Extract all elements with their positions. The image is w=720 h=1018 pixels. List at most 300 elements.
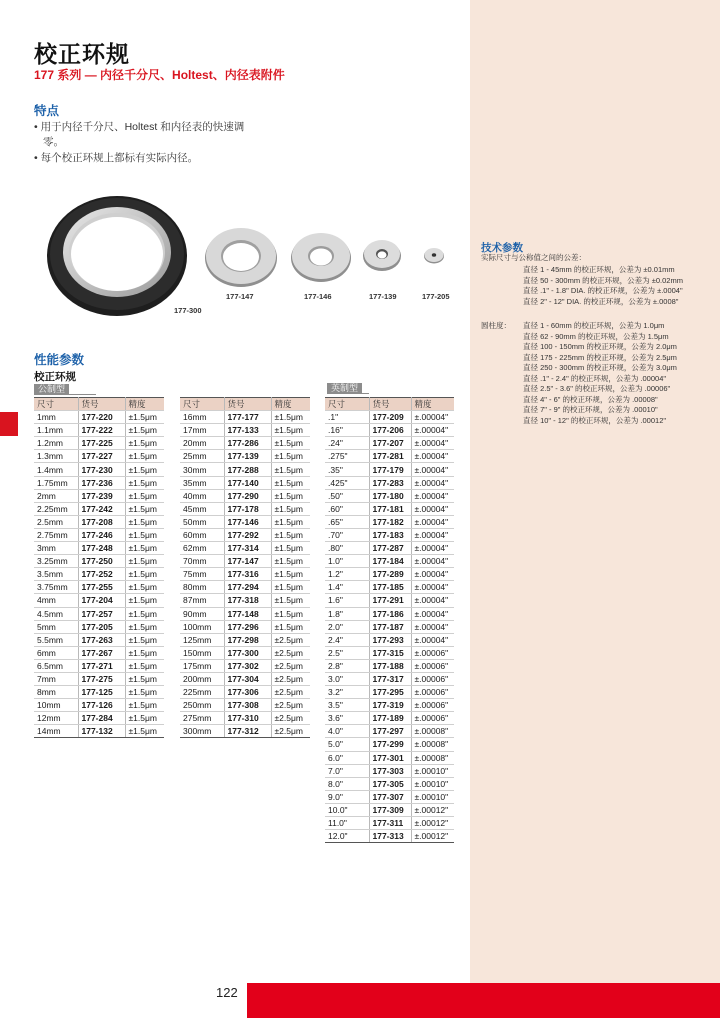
features-heading: 特点	[34, 104, 60, 118]
size-cell: 20mm	[180, 437, 224, 450]
part-number-cell: 177-303	[369, 764, 411, 777]
size-cell: 1.0"	[325, 555, 369, 568]
technical-heading: 技术参数	[481, 242, 523, 254]
accuracy-cell: ±.00004"	[411, 568, 454, 581]
image-label: 177-146	[304, 292, 332, 301]
part-number-cell: 177-293	[369, 633, 411, 646]
size-cell: 2.5mm	[34, 515, 78, 528]
part-number-cell: 177-298	[224, 633, 271, 646]
part-number-cell: 177-290	[224, 489, 271, 502]
size-cell: 87mm	[180, 594, 224, 607]
part-number-cell: 177-271	[78, 659, 125, 672]
size-cell: 6mm	[34, 646, 78, 659]
part-number-cell: 177-242	[78, 502, 125, 515]
accuracy-cell: ±.00004"	[411, 620, 454, 633]
accuracy-cell: ±.00010"	[411, 777, 454, 790]
size-cell: .16"	[325, 424, 369, 437]
size-cell: 70mm	[180, 555, 224, 568]
tolerance-line: 直径 50 - 300mm 的校正环规，公差为 ±0.02mm	[523, 275, 683, 285]
part-number-cell: 177-284	[78, 712, 125, 725]
accuracy-cell: ±2.5μm	[271, 686, 310, 699]
table-row	[325, 830, 454, 843]
table-row	[180, 437, 310, 450]
table-row	[325, 764, 454, 777]
part-number-cell: 177-222	[78, 424, 125, 437]
part-number-cell: 177-204	[78, 594, 125, 607]
table-row	[34, 437, 164, 450]
size-cell: 3.0"	[325, 672, 369, 685]
accuracy-cell: ±.00004"	[411, 476, 454, 489]
size-cell: 250mm	[180, 699, 224, 712]
accuracy-cell: ±1.5μm	[271, 555, 310, 568]
accuracy-cell: ±1.5μm	[271, 620, 310, 633]
part-number-cell: 177-126	[78, 699, 125, 712]
part-number-cell: 177-300	[224, 646, 271, 659]
table-row	[34, 502, 164, 515]
part-number-cell: 177-314	[224, 542, 271, 555]
accuracy-cell: ±1.5μm	[125, 489, 164, 502]
table-row	[180, 633, 310, 646]
size-cell: .275"	[325, 450, 369, 463]
part-number-cell: 177-184	[369, 555, 411, 568]
ring-gauge-small-image	[423, 246, 445, 264]
accuracy-cell: ±.00006"	[411, 672, 454, 685]
accuracy-cell: ±1.5μm	[125, 699, 164, 712]
accuracy-cell: ±.00010"	[411, 790, 454, 803]
part-number-cell: 177-305	[369, 777, 411, 790]
table-row	[325, 712, 454, 725]
column-header: 尺寸	[325, 398, 369, 411]
part-number-cell: 177-275	[78, 672, 125, 685]
size-cell: .70"	[325, 528, 369, 541]
chapter-tab-marker	[0, 412, 18, 436]
roundness-line: 直径 .1" - 2.4" 的校正环规，公差为 .00004"	[523, 373, 667, 383]
accuracy-cell: ±1.5μm	[125, 502, 164, 515]
roundness-line: 直径 4" - 6" 的校正环规，公差为 .00008"	[523, 394, 658, 404]
part-number-cell: 177-319	[369, 699, 411, 712]
table-row	[34, 515, 164, 528]
size-cell: 2.25mm	[34, 502, 78, 515]
part-number-cell: 177-125	[78, 686, 125, 699]
right-sidebar-panel	[470, 0, 720, 985]
part-number-cell: 177-139	[224, 450, 271, 463]
part-number-cell: 177-313	[369, 830, 411, 843]
part-number-cell: 177-181	[369, 502, 411, 515]
size-cell: 10mm	[34, 699, 78, 712]
table-row	[325, 620, 454, 633]
accuracy-cell: ±1.5μm	[271, 502, 310, 515]
part-number-cell: 177-306	[224, 686, 271, 699]
part-number-cell: 177-310	[224, 712, 271, 725]
accuracy-cell: ±1.5μm	[125, 686, 164, 699]
table-row	[34, 686, 164, 699]
table-row	[180, 528, 310, 541]
table-row	[34, 476, 164, 489]
table-row	[180, 476, 310, 489]
accuracy-cell: ±2.5μm	[271, 633, 310, 646]
size-cell: 1.4mm	[34, 463, 78, 476]
size-cell: .1"	[325, 411, 369, 424]
table-row	[325, 686, 454, 699]
size-cell: 175mm	[180, 659, 224, 672]
accuracy-cell: ±.00006"	[411, 659, 454, 672]
accuracy-cell: ±.00012"	[411, 803, 454, 816]
table-row	[325, 450, 454, 463]
table-row	[34, 568, 164, 581]
accuracy-cell: ±2.5μm	[271, 712, 310, 725]
ring-gauge-image	[290, 230, 352, 284]
accuracy-cell: ±1.5μm	[125, 542, 164, 555]
accuracy-cell: ±.00004"	[411, 515, 454, 528]
part-number-cell: 177-292	[224, 528, 271, 541]
size-cell: 200mm	[180, 672, 224, 685]
accuracy-cell: ±.00004"	[411, 555, 454, 568]
size-cell: 80mm	[180, 581, 224, 594]
accuracy-cell: ±2.5μm	[271, 672, 310, 685]
tolerance-line: 直径 2" - 12" DIA. 的校正环规，公差为 ±.0008"	[523, 296, 679, 306]
accuracy-cell: ±2.5μm	[271, 699, 310, 712]
accuracy-cell: ±1.5μm	[271, 411, 310, 424]
table-row	[325, 411, 454, 424]
part-number-cell: 177-252	[78, 568, 125, 581]
inch-table	[325, 397, 454, 843]
inch-tag-underline	[327, 393, 369, 394]
roundness-line: 直径 2.5" - 3.6" 的校正环规，公差为 .00006"	[523, 384, 671, 393]
size-cell: 100mm	[180, 620, 224, 633]
table-row	[34, 633, 164, 646]
column-header: 货号	[224, 398, 271, 411]
accuracy-cell: ±1.5μm	[271, 489, 310, 502]
size-cell: 2.5"	[325, 646, 369, 659]
size-cell: 1.2mm	[34, 437, 78, 450]
tolerance-list	[523, 265, 683, 307]
size-cell: .35"	[325, 463, 369, 476]
size-cell: 90mm	[180, 607, 224, 620]
accuracy-cell: ±1.5μm	[271, 568, 310, 581]
page-number: 122	[216, 985, 238, 1000]
accuracy-cell: ±.00006"	[411, 686, 454, 699]
size-cell: .60"	[325, 502, 369, 515]
size-cell: 40mm	[180, 489, 224, 502]
part-number-cell: 177-178	[224, 502, 271, 515]
size-cell: 5.0"	[325, 738, 369, 751]
size-cell: 5mm	[34, 620, 78, 633]
part-number-cell: 177-187	[369, 620, 411, 633]
part-number-cell: 177-248	[78, 542, 125, 555]
part-number-cell: 177-239	[78, 489, 125, 502]
tolerance-intro: 实际尺寸与公称值之间的公差：	[481, 253, 586, 262]
size-cell: 125mm	[180, 633, 224, 646]
size-cell: 150mm	[180, 646, 224, 659]
table-row	[180, 712, 310, 725]
roundness-line: 直径 62 - 90mm 的校正环规，公差为 1.5μm	[523, 331, 669, 341]
table-row	[180, 463, 310, 476]
size-cell: 2.0"	[325, 620, 369, 633]
roundness-list	[523, 321, 677, 426]
part-number-cell: 177-312	[224, 725, 271, 738]
table-row	[325, 633, 454, 646]
size-cell: 1.2"	[325, 568, 369, 581]
part-number-cell: 177-297	[369, 725, 411, 738]
part-number-cell: 177-304	[224, 672, 271, 685]
part-number-cell: 177-255	[78, 581, 125, 594]
part-number-cell: 177-205	[78, 620, 125, 633]
table-row	[180, 659, 310, 672]
part-number-cell: 177-140	[224, 476, 271, 489]
size-cell: 4mm	[34, 594, 78, 607]
size-cell: 4.0"	[325, 725, 369, 738]
part-number-cell: 177-147	[224, 555, 271, 568]
size-cell: 7.0"	[325, 764, 369, 777]
column-header: 精度	[411, 398, 454, 411]
accuracy-cell: ±.00012"	[411, 830, 454, 843]
table-row	[325, 463, 454, 476]
accuracy-cell: ±1.5μm	[271, 450, 310, 463]
size-cell: 225mm	[180, 686, 224, 699]
size-cell: 1.6"	[325, 594, 369, 607]
accuracy-cell: ±1.5μm	[125, 437, 164, 450]
accuracy-cell: ±.00004"	[411, 502, 454, 515]
part-number-cell: 177-283	[369, 476, 411, 489]
size-cell: 16mm	[180, 411, 224, 424]
accuracy-cell: ±.00010"	[411, 764, 454, 777]
column-header: 尺寸	[180, 398, 224, 411]
part-number-cell: 177-301	[369, 751, 411, 764]
image-label: 177-139	[369, 292, 397, 301]
size-cell: 6.0"	[325, 751, 369, 764]
table-row	[180, 672, 310, 685]
table-row	[34, 424, 164, 437]
table-row	[325, 489, 454, 502]
part-number-cell: 177-263	[78, 633, 125, 646]
part-number-cell: 177-257	[78, 607, 125, 620]
part-number-cell: 177-316	[224, 568, 271, 581]
size-cell: 7mm	[34, 672, 78, 685]
table-row	[180, 686, 310, 699]
accuracy-cell: ±1.5μm	[125, 581, 164, 594]
table-row	[180, 568, 310, 581]
size-cell: 8.0"	[325, 777, 369, 790]
roundness-label: 圆柱度：	[481, 321, 511, 330]
accuracy-cell: ±2.5μm	[271, 725, 310, 738]
table-row	[34, 555, 164, 568]
size-cell: 45mm	[180, 502, 224, 515]
size-cell: 75mm	[180, 568, 224, 581]
part-number-cell: 177-146	[224, 515, 271, 528]
accuracy-cell: ±1.5μm	[125, 568, 164, 581]
size-cell: 50mm	[180, 515, 224, 528]
size-cell: .80"	[325, 542, 369, 555]
part-number-cell: 177-236	[78, 476, 125, 489]
table-row	[325, 699, 454, 712]
size-cell: 1.1mm	[34, 424, 78, 437]
part-number-cell: 177-294	[224, 581, 271, 594]
table-row	[325, 672, 454, 685]
size-cell: 1.4"	[325, 581, 369, 594]
ring-gauge-large-image	[46, 194, 188, 318]
size-cell: 12mm	[34, 712, 78, 725]
size-cell: 9.0"	[325, 790, 369, 803]
ring-gauge-image	[362, 238, 402, 272]
accuracy-cell: ±.00004"	[411, 411, 454, 424]
column-header: 货号	[369, 398, 411, 411]
feature-item: • 用于内径千分尺、Holtest 和内径表的快速调零。	[34, 121, 245, 148]
metric-type-tag: 公制型	[34, 384, 69, 395]
part-number-cell: 177-209	[369, 411, 411, 424]
accuracy-cell: ±1.5μm	[271, 437, 310, 450]
size-cell: .65"	[325, 515, 369, 528]
table-row	[34, 542, 164, 555]
table-row	[325, 659, 454, 672]
accuracy-cell: ±.00008"	[411, 751, 454, 764]
accuracy-cell: ±1.5μm	[125, 725, 164, 738]
table-row	[325, 502, 454, 515]
accuracy-cell: ±.00004"	[411, 450, 454, 463]
size-cell: 5.5mm	[34, 633, 78, 646]
accuracy-cell: ±1.5μm	[271, 607, 310, 620]
part-number-cell: 177-307	[369, 790, 411, 803]
accuracy-cell: ±.00004"	[411, 594, 454, 607]
table-row	[180, 699, 310, 712]
table-row	[325, 777, 454, 790]
table-row	[34, 450, 164, 463]
table-row	[325, 528, 454, 541]
part-number-cell: 177-148	[224, 607, 271, 620]
size-cell: 3.25mm	[34, 555, 78, 568]
table-row	[180, 581, 310, 594]
accuracy-cell: ±1.5μm	[125, 620, 164, 633]
roundness-line: 直径 10" - 12" 的校正环规，公差为 .00012"	[523, 415, 667, 425]
accuracy-cell: ±1.5μm	[125, 712, 164, 725]
size-cell: 2mm	[34, 489, 78, 502]
accuracy-cell: ±1.5μm	[271, 581, 310, 594]
size-cell: .50"	[325, 489, 369, 502]
size-cell: 2.8"	[325, 659, 369, 672]
part-number-cell: 177-317	[369, 672, 411, 685]
part-number-cell: 177-177	[224, 411, 271, 424]
accuracy-cell: ±1.5μm	[125, 528, 164, 541]
part-number-cell: 177-315	[369, 646, 411, 659]
size-cell: 11.0"	[325, 817, 369, 830]
accuracy-cell: ±1.5μm	[125, 411, 164, 424]
page-title: 校正环规	[34, 41, 130, 67]
table-row	[180, 502, 310, 515]
table-header-row	[325, 398, 454, 411]
accuracy-cell: ±1.5μm	[125, 659, 164, 672]
part-number-cell: 177-287	[369, 542, 411, 555]
part-number-cell: 177-182	[369, 515, 411, 528]
size-cell: 3.75mm	[34, 581, 78, 594]
accuracy-cell: ±.00004"	[411, 581, 454, 594]
size-cell: 3.5"	[325, 699, 369, 712]
accuracy-cell: ±1.5μm	[271, 424, 310, 437]
accuracy-cell: ±.00004"	[411, 489, 454, 502]
accuracy-cell: ±1.5μm	[125, 555, 164, 568]
accuracy-cell: ±1.5μm	[271, 542, 310, 555]
table-row	[325, 568, 454, 581]
size-cell: 3.2"	[325, 686, 369, 699]
metric-tag-underline	[34, 394, 96, 395]
table-row	[34, 581, 164, 594]
table-row	[34, 659, 164, 672]
size-cell: 25mm	[180, 450, 224, 463]
table-row	[34, 594, 164, 607]
accuracy-cell: ±1.5μm	[271, 528, 310, 541]
accuracy-cell: ±.00008"	[411, 738, 454, 751]
accuracy-cell: ±1.5μm	[125, 594, 164, 607]
table-row	[180, 646, 310, 659]
table-row	[180, 555, 310, 568]
page-subtitle: 177 系列 — 内径千分尺、Holtest、内径表附件	[34, 68, 285, 82]
column-header: 精度	[271, 398, 310, 411]
table-row	[180, 450, 310, 463]
roundness-line: 直径 250 - 300mm 的校正环规，公差为 3.0μm	[523, 363, 677, 372]
table-row	[180, 725, 310, 738]
table-row	[325, 437, 454, 450]
table-row	[325, 646, 454, 659]
accuracy-cell: ±2.5μm	[271, 646, 310, 659]
accuracy-cell: ±1.5μm	[125, 672, 164, 685]
table-row	[34, 463, 164, 476]
part-number-cell: 177-318	[224, 594, 271, 607]
image-label: 177-205	[422, 292, 450, 301]
accuracy-cell: ±.00004"	[411, 528, 454, 541]
part-number-cell: 177-289	[369, 568, 411, 581]
table-row	[34, 411, 164, 424]
table-row	[325, 581, 454, 594]
image-label: 177-147	[226, 292, 254, 301]
accuracy-cell: ±.00012"	[411, 817, 454, 830]
accuracy-cell: ±1.5μm	[125, 633, 164, 646]
part-number-cell: 177-311	[369, 817, 411, 830]
inch-type-tag: 英制型	[327, 383, 362, 394]
accuracy-cell: ±.00004"	[411, 633, 454, 646]
performance-heading: 性能参数	[34, 353, 85, 367]
table-row	[180, 411, 310, 424]
size-cell: 2.4"	[325, 633, 369, 646]
size-cell: 17mm	[180, 424, 224, 437]
size-cell: .425"	[325, 476, 369, 489]
image-label: 177-300	[174, 306, 202, 315]
table-row	[325, 607, 454, 620]
size-cell: 1.8"	[325, 607, 369, 620]
table-row	[34, 489, 164, 502]
accuracy-cell: ±1.5μm	[125, 424, 164, 437]
table-row	[180, 489, 310, 502]
table-row	[34, 672, 164, 685]
part-number-cell: 177-267	[78, 646, 125, 659]
size-cell: 1mm	[34, 411, 78, 424]
accuracy-cell: ±1.5μm	[125, 515, 164, 528]
accuracy-cell: ±.00006"	[411, 699, 454, 712]
table-row	[34, 725, 164, 738]
size-cell: 12.0"	[325, 830, 369, 843]
table-row	[180, 542, 310, 555]
part-number-cell: 177-302	[224, 659, 271, 672]
table-row	[180, 594, 310, 607]
part-number-cell: 177-291	[369, 594, 411, 607]
footer-bar	[247, 983, 720, 1018]
accuracy-cell: ±.00004"	[411, 542, 454, 555]
part-number-cell: 177-309	[369, 803, 411, 816]
part-number-cell: 177-295	[369, 686, 411, 699]
table-row	[180, 515, 310, 528]
table-row	[325, 725, 454, 738]
table-row	[325, 738, 454, 751]
size-cell: 14mm	[34, 725, 78, 738]
size-cell: 10.0"	[325, 803, 369, 816]
table-row	[180, 424, 310, 437]
